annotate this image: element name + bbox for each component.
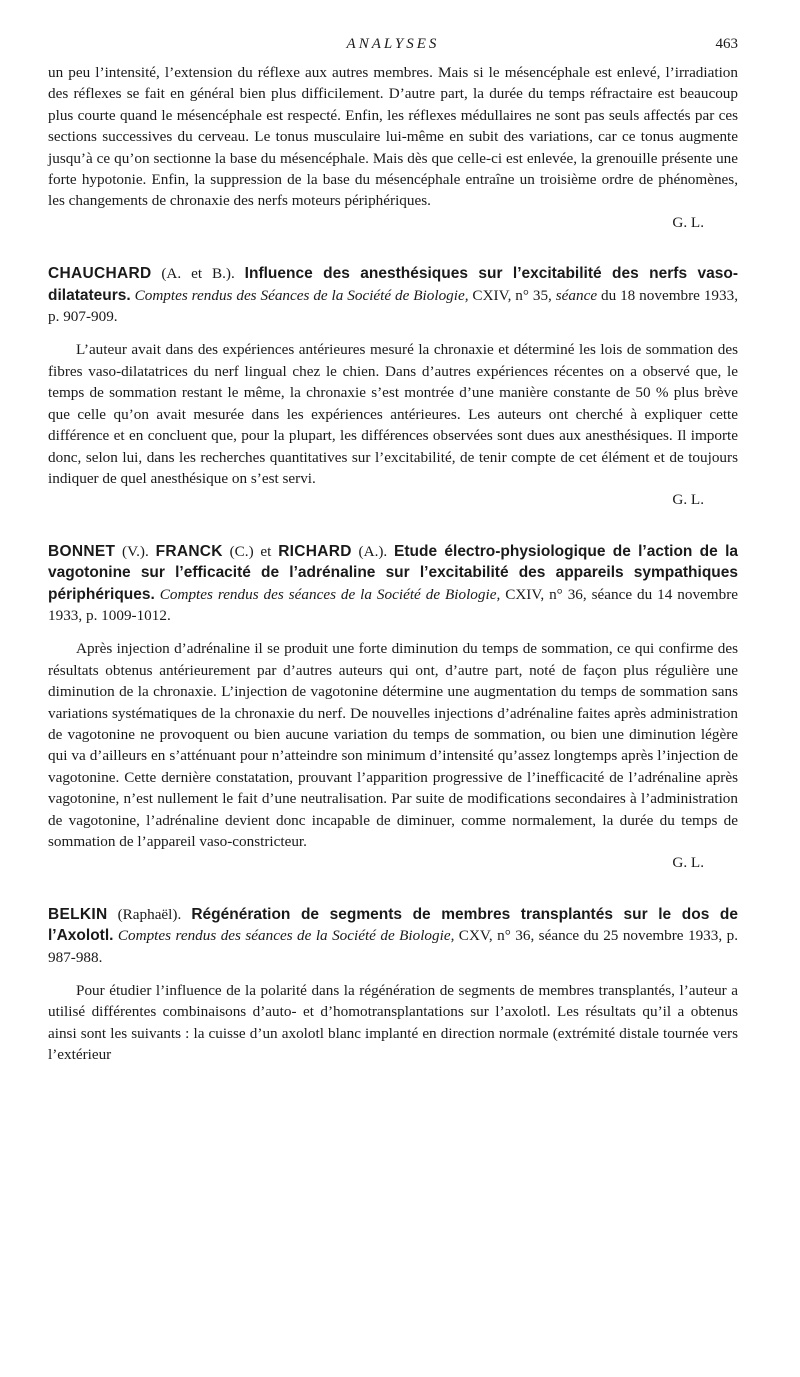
entry-initials-2: (C.) et bbox=[222, 542, 279, 560]
page-number: 463 bbox=[715, 36, 738, 52]
entry-reference: CXV, n° 36, séance du 25 novembre 1933, p. 987-988. bbox=[48, 927, 738, 966]
entry-journal: Comptes rendus des séances de la Société de Biologie, bbox=[154, 585, 501, 603]
entry-journal: Comptes rendus des Séances de la Société de Biologie, bbox=[130, 286, 469, 304]
intro-signature: G. L. bbox=[672, 213, 704, 231]
entry-body: Pour étudier l’influence de la polarité dans la régénération de segments de membres transplantés, l’auteur a utilisé différentes combinaisons d’auto- et d’homotransplantations sur l’axolotl. Les résultats qu’il a obtenus ainsi sont les suivants : la cuisse d’un axolotl blanc implanté en direction normale (extrémité distale tournée vers l’extérieur bbox=[48, 982, 738, 1064]
entry-date: du 18 novembre 1933, p. 907-909. bbox=[48, 286, 738, 326]
entry-author: BELKIN bbox=[48, 905, 108, 923]
entry-signature: G. L. bbox=[672, 854, 704, 872]
entry-initials: (A. et B.). bbox=[151, 265, 245, 283]
entry-title: Régénération de segments de membres transplantés sur le dos de l’Axolotl. bbox=[48, 905, 738, 945]
entry-heading bbox=[48, 904, 738, 968]
entry-initials: (V.). bbox=[115, 542, 156, 560]
abstract-entry-bonnet bbox=[48, 541, 738, 874]
abstract-entry-chauchard bbox=[48, 263, 738, 510]
entry-initials: (Raphaël). bbox=[107, 905, 192, 923]
entry-journal: Comptes rendus des séances de la Société de Biologie, bbox=[113, 927, 455, 945]
intro-paragraph: un peu l’intensité, l’extension du réflexe aux autres membres. Mais si le mésencéphale est enlevé, l’irradiation des réflexes se fait en général bien plus difficilement. D’autre part, la durée du temps réfractaire est beaucoup plus courte quand le mésencéphale est respecté. Enfin, les réflexes médullaires ne sont pas seuls affectés par ces sections successives du cerveau. Le tonus musculaire lui-même en subit des variations, car ce tonus augmente jusqu’à ce qu’on sectionne la base du mésencéphale. Mais dès que celle-ci est enlevée, la grenouille présente une forte hypotonie. Enfin, la suppression de la base du mésencéphale entraîne un troisième ordre de phénomènes, les changements de chronaxie des nerfs moteurs périphériques. bbox=[48, 64, 738, 210]
abstract-entry-belkin bbox=[48, 904, 738, 1066]
entry-signature: G. L. bbox=[672, 491, 704, 509]
entry-author: BONNET bbox=[48, 542, 116, 560]
entry-body: Après injection d’adrénaline il se produit une forte diminution du temps de sommation, ce qui confirme des résultats obtenus antérieurement par d’autres auteurs qui ont, d’autre part, noté de façon plus régulière une diminution de la chronaxie. L’injection de vagotonine détermine une augmentation du temps de sommation sans variations systématiques de la chronaxie du nerf. De nouvelles injections d’adrénaline faites après administration de vagotonine ne provoquent ou bien aucune variation du temps de sommation, ou bien une diminution légère qui va d’ailleurs en s’atténuant pour n’atteindre son minimum d’intensité qu’assez longtemps après l’injection de vagotonine. Cette dernière constatation, prouvant l’apparition progressive de l’inefficacité de l’adrénaline après vagotonine, n’est nullement le fait d’une neutralisation. Par suite de modifications secondaires à l’administration de vagotonine, l’adrénaline devient donc incapable de diminuer, comme normalement, la durée du temps de sommation de l’appareil vaso-constricteur. bbox=[48, 640, 738, 850]
entry-title: Etude électro-physiologique de l’action de la vagotonine sur l’efficacité de l’adrénaline sur l’excitabilité des appareils sympathiques périphériques. bbox=[48, 542, 738, 603]
entry-author-2: FRANCK bbox=[155, 542, 223, 560]
running-title: ANALYSES bbox=[346, 36, 440, 52]
entry-title: Influence des anesthésiques sur l’excitabilité des nerfs vaso-dilatateurs. bbox=[48, 265, 738, 304]
entry-body: L’auteur avait dans des expériences antérieures mesuré la chronaxie et déterminé les lois de sommation des fibres vaso-dilatatrices du nerf lingual chez le chien. Dans d’autres expériences récentes on a observé que, le temps de sommation restant le même, la chronaxie s’est montrée d’une manière constante de 50 % plus brève que celle qu’on avait mesurée dans les expériences antérieures. Les auteurs ont cherché à expliquer cette différence et en concluent que, pour la plupart, les différences observées sont dues aux anesthésiques. Il importe donc, selon lui, dans les recherches quantitatives sur l’excitabilité, de tenir compte de cet élément et de toujours indiquer de quel anesthésique on s’est servi. bbox=[48, 341, 738, 487]
page bbox=[48, 36, 738, 1066]
entry-reference: CXIV, n° 36, séance du 14 novembre 1933, p. 1009-1012. bbox=[48, 585, 738, 624]
running-head bbox=[48, 36, 738, 62]
entry-author-3: RICHARD bbox=[278, 542, 352, 560]
entry-reference: CXIV, n° 35, bbox=[468, 286, 556, 304]
entry-heading bbox=[48, 263, 738, 327]
entry-initials-3: (A.). bbox=[351, 542, 395, 560]
entry-author: CHAUCHARD bbox=[48, 265, 152, 283]
entry-heading bbox=[48, 541, 738, 627]
entry-session: séance bbox=[555, 286, 598, 304]
intro-block bbox=[48, 62, 738, 233]
